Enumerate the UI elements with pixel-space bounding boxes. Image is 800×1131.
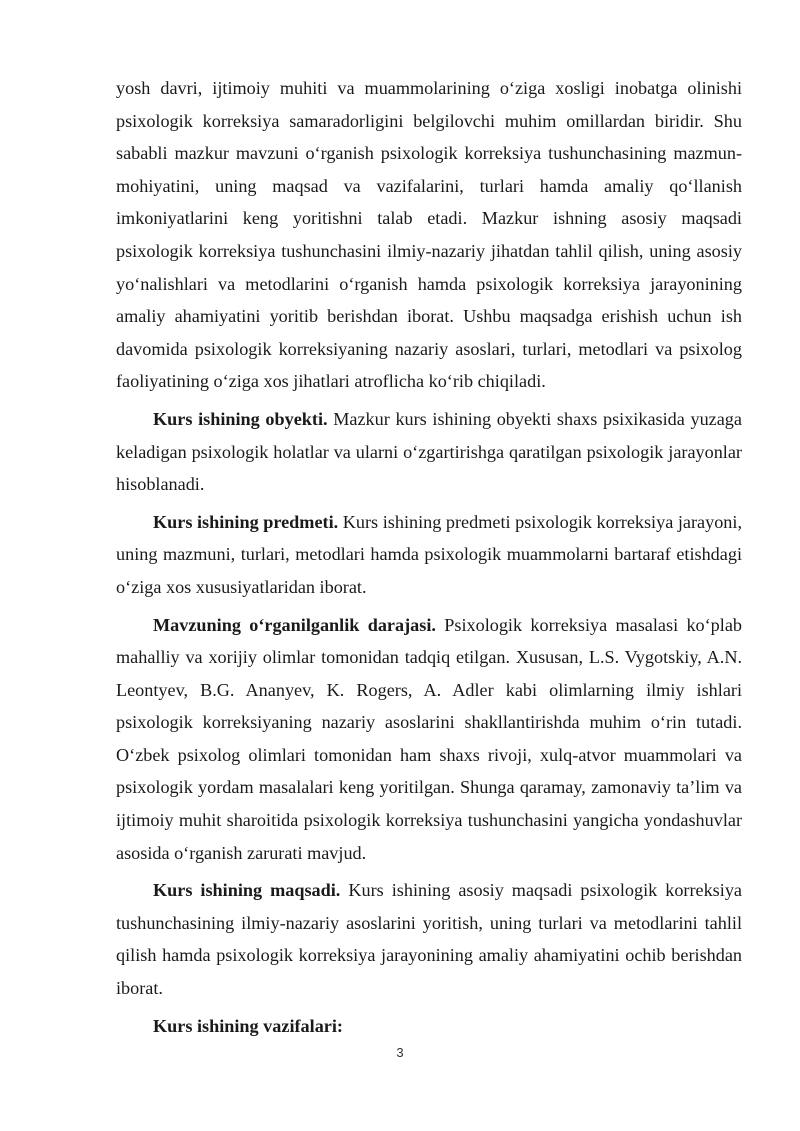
paragraph-goal bbox=[116, 874, 742, 1004]
paragraph-intro-continuation bbox=[116, 72, 742, 398]
document-page bbox=[116, 72, 742, 1047]
page-number: 3 bbox=[396, 1045, 404, 1060]
paragraph-object bbox=[116, 403, 742, 501]
paragraph-tasks bbox=[116, 1010, 742, 1043]
section-heading-tasks: Kurs ishining vazifalari: bbox=[153, 1015, 343, 1036]
paragraph-study-level bbox=[116, 609, 742, 870]
paragraph-text: Kurs ishining asosiy maqsadi psixologik korreksiya tushunchasining ilmiy-nazariy asoslarini yoritish, uning turlari va metodlarini tahlil qilish hamda psixologik korreksiya jarayonining amaliy ahamiyatini ochib berishdan iborat. bbox=[116, 880, 742, 999]
section-heading-subject: Kurs ishining predmeti. bbox=[153, 511, 339, 532]
paragraph-subject bbox=[116, 506, 742, 604]
paragraph-text: Mazkur kurs ishining obyekti shaxs psixikasida yuzaga keladigan psixologik holatlar va ularni o‘zgartirishga qaratilgan psixologik jarayonlar hisoblanadi. bbox=[116, 408, 742, 495]
section-heading-object: Kurs ishining obyekti. bbox=[153, 408, 328, 429]
section-heading-study-level: Mavzuning o‘rganilganlik darajasi. bbox=[153, 614, 436, 635]
section-heading-goal: Kurs ishining maqsadi. bbox=[153, 880, 341, 901]
paragraph-text: Psixologik korreksiya masalasi ko‘plab mahalliy va xorijiy olimlar tomonidan tadqiq etilgan. Xususan, L.S. Vygotskiy, A.N. Leontyev, B.G. Ananyev, K. Rogers, A. Adler kabi olimlarning ilmiy ishlari psixologik korreksiyaning nazariy asoslarini shakllantirishda muhim o‘rin tutadi. O‘zbek psixolog olimlari tomonidan ham shaxs rivoji, xulq-atvor muammolari va psixologik yordam masalalari keng yoritilgan. Shunga qaramay, zamonaviy ta’lim va ijtimoiy muhit sharoitida psixologik korreksiya tushunchasini yangicha yondashuvlar asosida o‘rganish zarurati mavjud. bbox=[116, 614, 742, 863]
paragraph-text: yosh davri, ijtimoiy muhiti va muammolarining o‘ziga xosligi inobatga olinishi psixologik korreksiya samaradorligini belgilovchi muhim omillardan biridir. Shu sababli mazkur mavzuni o‘rganish psixologik korreksiya tushunchasining mazmun-mohiyatini, uning maqsad va vazifalarini, turlari hamda amaliy qo‘llanish imkoniyatlarini keng yoritishni talab etadi. Mazkur ishning asosiy maqsadi psixologik korreksiya tushunchasini ilmiy-nazariy jihatdan tahlil qilish, uning asosiy yo‘nalishlari va metodlarini o‘rganish hamda psixologik korreksiya jarayonining amaliy ahamiyatini yoritib berishdan iborat. Ushbu maqsadga erishish uchun ish davomida psixologik korreksiyaning nazariy asoslari, turlari, metodlari va psixolog faoliyatining o‘ziga xos jihatlari atroflicha ko‘rib chiqiladi. bbox=[116, 78, 742, 392]
paragraph-text: Kurs ishining predmeti psixologik korreksiya jarayoni, uning mazmuni, turlari, metodlari hamda psixologik muammolarni bartaraf etishdagi o‘ziga xos xususiyatlaridan iborat. bbox=[116, 511, 742, 597]
